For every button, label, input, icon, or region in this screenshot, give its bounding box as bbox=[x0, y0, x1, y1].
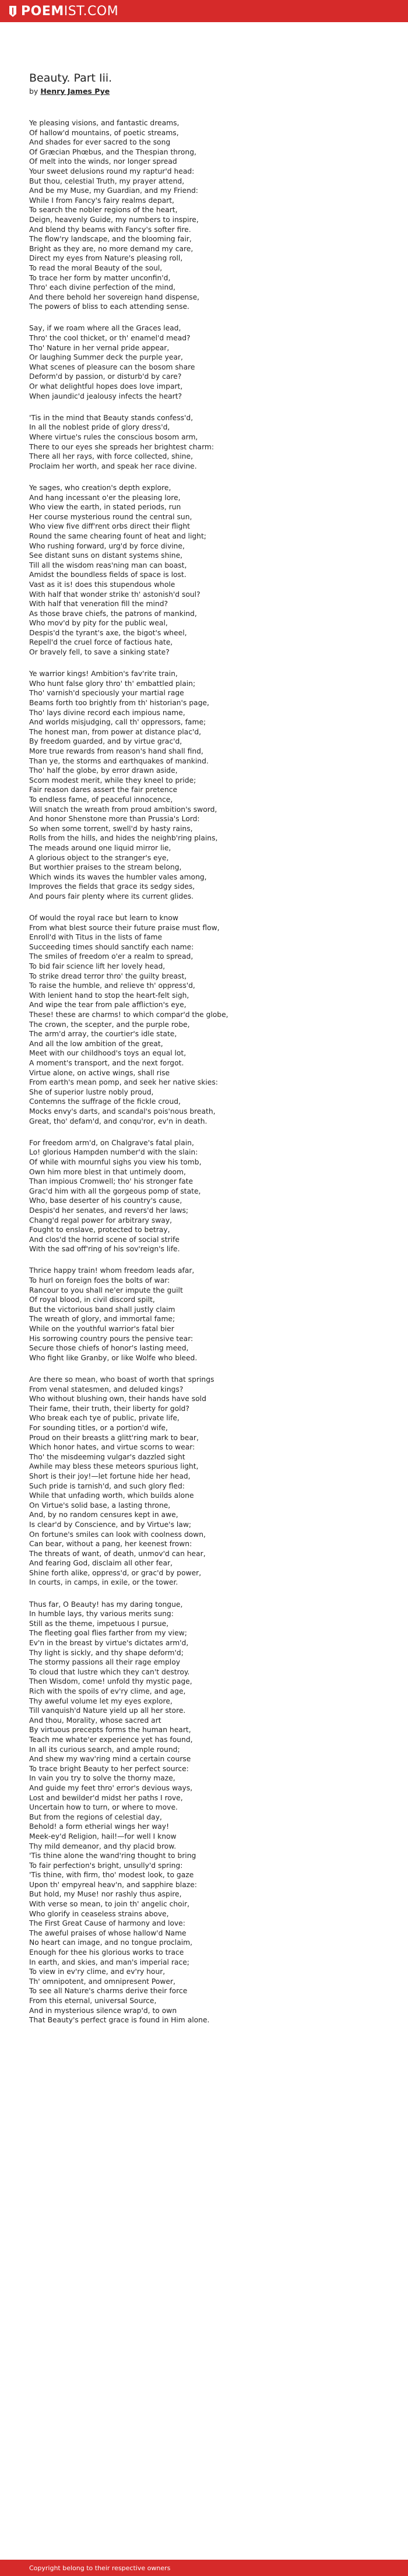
poem-line: Is clear'd by Conscience, and by Virtue's law; bbox=[29, 1520, 192, 1529]
poem-line: Tho' Nature in her vernal pride appear, bbox=[29, 343, 170, 352]
poem-line: By freedom guarded, and by virtue grac'd, bbox=[29, 737, 182, 746]
poem-line: Despis'd the tyrant's axe, the bigot's wheel, bbox=[29, 628, 187, 637]
poem-line: The First Great Cause of harmony and love: bbox=[29, 1919, 185, 1928]
poem-line: The fleeting goal flies farther from my view; bbox=[29, 1629, 187, 1638]
poem-line: Chang'd regal power for arbitrary sway, bbox=[29, 1216, 173, 1224]
poem-line: Or what delightful hopes does love impart, bbox=[29, 382, 183, 391]
poem-line: The wreath of glory, and immortal fame; bbox=[29, 1315, 175, 1324]
poem-line: With the sad off'ring of his sov'reign's life. bbox=[29, 1245, 180, 1254]
poem-line: And thou, Morality, whose sacred art bbox=[29, 1716, 161, 1725]
poem-line: The threats of want, of death, unmov'd can hear, bbox=[29, 1549, 206, 1558]
poem-line: Tho' lays divine record each impious name, bbox=[29, 708, 185, 717]
poem-line: Shine forth alike, oppress'd, or grac'd by power, bbox=[29, 1568, 202, 1577]
poem-line: Who fight like Granby, or like Wolfe who bleed. bbox=[29, 1353, 198, 1362]
poem-line: Beams forth too brightly from th' historian's page, bbox=[29, 699, 209, 708]
poem-line: Enough for thee his glorious works to trace bbox=[29, 1948, 184, 1957]
poem-line: 'Tis thine, with firm, tho' modest look, to gaze bbox=[29, 1871, 194, 1880]
poem-line: In vain you try to solve the thorny maze, bbox=[29, 1774, 175, 1783]
poem-line: Rich with the spoils of ev'ry clime, and age, bbox=[29, 1687, 186, 1695]
poem-line: A moment's transport, and the next forgot. bbox=[29, 1059, 184, 1067]
poem-line: And, by no random censures kept in awe, bbox=[29, 1511, 178, 1519]
poem-line: And honor Shenstone more than Prussia's Lord: bbox=[29, 815, 200, 824]
poem-line: From this eternal, universal Source, bbox=[29, 1997, 157, 2005]
poem-line: But thou, celestial Truth, my prayer attend, bbox=[29, 177, 185, 185]
poem-line: For freedom arm'd, on Chalgrave's fatal plain, bbox=[29, 1138, 194, 1147]
poem-line: To bid fair science lift her lovely head, bbox=[29, 962, 166, 971]
poem-line: A glorious object to the stranger's eye, bbox=[29, 853, 169, 862]
poem-line: There all her rays, with force collected, shine, bbox=[29, 452, 194, 461]
poem-line: His sorrowing country pours the pensive tear: bbox=[29, 1334, 194, 1343]
poem-line: In all the noblest pride of glory dress'd, bbox=[29, 423, 170, 432]
poem-line: For sounding titles, or a portion'd wife, bbox=[29, 1423, 168, 1432]
poem-line: Fair reason dares assert the fair pretence bbox=[29, 786, 178, 794]
poem-line: 'Tis in the mind that Beauty stands confess'd, bbox=[29, 413, 194, 422]
logo-text-bold: POEM bbox=[21, 3, 64, 19]
poem-line: Great, tho' defam'd, and conqu'ror, ev'n in death. bbox=[29, 1117, 207, 1125]
poem-line: The stormy passions all their rage employ bbox=[29, 1658, 181, 1667]
poem-stanza bbox=[29, 913, 408, 1126]
poem-stanza bbox=[29, 1375, 408, 1588]
poem-line: With verse so mean, to join th' angelic choir, bbox=[29, 1900, 190, 1909]
poem-line: Thrice happy train! whom freedom leads afar, bbox=[29, 1266, 195, 1275]
poem-line: Secure those chiefs of honor's lasting meed, bbox=[29, 1344, 189, 1353]
poem-line: Who view five diff'rent orbs direct their flight bbox=[29, 522, 190, 531]
poem-line: Amidst the boundless fields of space is lost. bbox=[29, 571, 187, 579]
poem-line: Of would the royal race but learn to know bbox=[29, 914, 178, 923]
poem-line: To fair perfection's bright, unsully'd spring: bbox=[29, 1861, 183, 1870]
poem-line: Behold! a form etherial wings her way! bbox=[29, 1822, 169, 1831]
poem-stanza bbox=[29, 323, 408, 401]
poem-line: As those brave chiefs, the patrons of mankind, bbox=[29, 609, 197, 618]
site-logo[interactable] bbox=[8, 4, 118, 19]
poem-line: Meet with our childhood's toys an equal lot, bbox=[29, 1049, 187, 1058]
poem-line: Till all the wisdom reas'ning man can boast, bbox=[29, 561, 187, 569]
poem-line: Th' omnipotent, and omnipresent Power, bbox=[29, 1977, 175, 1986]
poem-line: And in mysterious silence wrap'd, to own bbox=[29, 2006, 177, 2015]
poem-line: Of Græcian Phœbus, and the Thespian throng, bbox=[29, 147, 196, 156]
poem-line: From what blest source their future praise must flow, bbox=[29, 923, 220, 932]
poem-line: Bright as they are, no more demand my care, bbox=[29, 244, 194, 253]
poem-stanza bbox=[29, 669, 408, 901]
poem-line: With lenient hand to stop the heart-felt sigh, bbox=[29, 991, 189, 1000]
poem-line: But from the regions of celestial day, bbox=[29, 1813, 162, 1821]
poem-line: Then Wisdom, come! unfold thy mystic page, bbox=[29, 1677, 192, 1686]
poem-line: And all the low ambition of the great, bbox=[29, 1039, 163, 1048]
poem-line: Rancour to you shall ne'er impute the guilt bbox=[29, 1286, 183, 1294]
poem-stanza bbox=[29, 1138, 408, 1254]
poem-line: Lo! glorious Hampden number'd with the slain: bbox=[29, 1148, 198, 1157]
poem-line: Thy light is sickly, and thy shape deform'd; bbox=[29, 1648, 184, 1657]
poem-line: Which honor hates, and virtue scorns to wear: bbox=[29, 1443, 195, 1452]
poem-line: Than ye, the storms and earthquakes of mankind. bbox=[29, 756, 209, 765]
poem-line: Who hunt false glory thro' th' embattled plain; bbox=[29, 679, 196, 688]
poem-line: Succeeding times should sanctify each name: bbox=[29, 942, 194, 951]
site-footer bbox=[0, 2560, 408, 2576]
poem-line: Or laughing Summer deck the purple year, bbox=[29, 353, 183, 362]
poem-line: To trace her form by matter unconfin'd, bbox=[29, 273, 171, 282]
poem-line: Who, base deserter of his country's cause, bbox=[29, 1196, 182, 1205]
poem-stanza bbox=[29, 413, 408, 471]
poem-line: In courts, in camps, in exile, or the tower. bbox=[29, 1578, 178, 1587]
poem-line: In humble lays, thy various merits sung: bbox=[29, 1610, 174, 1618]
poem-line: Will snatch the wreath from proud ambition's sword, bbox=[29, 805, 217, 814]
poem-line: Which winds its waves the humbler vales among, bbox=[29, 872, 207, 881]
poem-line: Her course mysterious round the central sun, bbox=[29, 512, 192, 521]
poem-line: 'Tis thine alone the wand'ring thought to bring bbox=[29, 1852, 196, 1860]
poem-line: Ye pleasing visions, and fantastic dreams, bbox=[29, 119, 180, 127]
poem-line: Of royal blood, in civil discord spilt, bbox=[29, 1296, 155, 1304]
poem-line: To strike dread terror thro' the guilty breast, bbox=[29, 972, 187, 980]
poem-line: Grac'd him with all the gorgeous pomp of state, bbox=[29, 1187, 201, 1195]
poem-byline bbox=[29, 87, 408, 96]
poem-line: Thro' the cool thicket, or th' enamel'd mead? bbox=[29, 334, 191, 343]
copyright-text: Copyright belong to their respective owners bbox=[29, 2564, 171, 2572]
poem-line: No heart can image, and no tongue proclaim, bbox=[29, 1938, 193, 1947]
poem-line: From earth's mean pomp, and seek her native skies: bbox=[29, 1078, 218, 1087]
poem-line: Thy mild demeanor, and thy placid brow. bbox=[29, 1842, 177, 1850]
poem-line: The meads around one liquid mirror lie, bbox=[29, 843, 171, 852]
poem-line: There to our eyes she spreads her brightest charm: bbox=[29, 442, 214, 451]
poem-line: Thy aweful volume let my eyes explore, bbox=[29, 1697, 173, 1705]
poem-line: Uncertain how to turn, or where to move. bbox=[29, 1803, 178, 1812]
poem-line: Direct my eyes from Nature's pleasing roll, bbox=[29, 254, 183, 263]
poem-line: But worthier praises to the stream belong, bbox=[29, 863, 182, 872]
site-header bbox=[0, 0, 408, 22]
poem-line: Who without blushing own, their hands have sold bbox=[29, 1395, 206, 1403]
logo-text-thin: IST.COM bbox=[64, 3, 119, 19]
poem-line: Deform'd by passion, or disturb'd by care? bbox=[29, 372, 182, 381]
author-link[interactable]: Henry James Pye bbox=[40, 87, 110, 96]
poem-line: Upon th' empyreal heav'n, and sapphire blaze: bbox=[29, 1880, 197, 1889]
poem-line: Ye warrior kings! Ambition's fav'rite train, bbox=[29, 670, 178, 678]
poem-line: Lost and bewilder'd midst her paths I rove, bbox=[29, 1793, 183, 1802]
poem-line: Than impious Cromwell; tho' his stronger fate bbox=[29, 1177, 194, 1186]
poem-line: With half that wonder strike th' astonish'd soul? bbox=[29, 590, 201, 599]
poem-stanza bbox=[29, 1600, 408, 2025]
poem-line: Who rushing forward, urg'd by force divine, bbox=[29, 541, 185, 550]
poem-line: The powers of bliss to each attending sense. bbox=[29, 302, 189, 311]
poem-line: And fearing God, disclaim all other fear, bbox=[29, 1559, 173, 1568]
poem-line: Proclaim her worth, and speak her race divine. bbox=[29, 462, 197, 470]
poem-line: To search the nobler regions of the heart, bbox=[29, 206, 178, 214]
poem-line: Mocks envy's darts, and scandal's pois'nous breath, bbox=[29, 1107, 216, 1115]
poem-line: Of melt into the winds, nor longer spread bbox=[29, 157, 177, 166]
poem-line: With half that veneration fill the mind? bbox=[29, 600, 168, 608]
quill-icon bbox=[8, 5, 17, 17]
poem-line: Vast as it is! does this stupendous whole bbox=[29, 580, 175, 589]
poem-line: And blend thy beams with Fancy's softer fire. bbox=[29, 225, 191, 234]
poem-line: That Beauty's perfect grace is found in Him alone. bbox=[29, 2016, 210, 2025]
poem-line: Virtue alone, on active wings, shall rise bbox=[29, 1068, 170, 1077]
poem-line: While on the youthful warrior's fatal bier bbox=[29, 1325, 174, 1333]
poem-line: Who view the earth, in stated periods, run bbox=[29, 503, 181, 512]
poem-line: Thus far, O Beauty! has my daring tongue, bbox=[29, 1600, 183, 1609]
poem-title: Beauty. Part Iii. bbox=[29, 72, 112, 85]
poem-line: Still as the theme, impetuous I pursue, bbox=[29, 1619, 169, 1628]
poem-line: Who glorify in ceaseless strains above, bbox=[29, 1909, 169, 1918]
poem-line: The honest man, from power at distance plac'd, bbox=[29, 727, 202, 736]
poem-line: More true rewards from reason's hand shall find, bbox=[29, 747, 203, 755]
poem-content bbox=[0, 22, 408, 2025]
poem-line: And shew my wav'ring mind a certain course bbox=[29, 1755, 191, 1764]
poem-line: Teach me whate'er experience yet has found, bbox=[29, 1735, 193, 1744]
poem-line: Rolls from the hills, and hides the neighb'ring plains, bbox=[29, 834, 218, 843]
poem-line: Thro' each divine perfection of the mind, bbox=[29, 283, 175, 292]
byline-prefix: by bbox=[29, 87, 38, 96]
poem-line: Ev'n in the breast by virtue's dictates arm'd, bbox=[29, 1639, 189, 1648]
poem-line: Their fame, their truth, their liberty for gold? bbox=[29, 1404, 189, 1413]
poem-line: Proud on their breasts a glitt'ring mark to bear, bbox=[29, 1433, 199, 1442]
poem-line: From venal statesmen, and deluded kings? bbox=[29, 1385, 184, 1393]
poem-line: Till vanquish'd Nature yield up all her store. bbox=[29, 1706, 186, 1715]
poem-line: So when some torrent, swell'd by hasty rains, bbox=[29, 824, 193, 833]
poem-line: To trace bright Beauty to her perfect source: bbox=[29, 1764, 189, 1773]
poem-line: What scenes of pleasure can the bosom share bbox=[29, 363, 195, 371]
poem-line: Deign, heavenly Guide, my numbers to inspire, bbox=[29, 215, 199, 224]
poem-line: In all its curious search, and ample round; bbox=[29, 1745, 180, 1754]
poem-line: When jaundic'd jealousy infects the heart? bbox=[29, 392, 182, 400]
poem-line: On Virtue's solid base, a lasting throne, bbox=[29, 1501, 171, 1509]
poem-line: Your sweet delusions round my raptur'd head: bbox=[29, 167, 195, 175]
poem-line: Own him more blest in that untimely doom, bbox=[29, 1167, 186, 1176]
poem-line: Repell'd the cruel force of factious hate, bbox=[29, 638, 173, 647]
poem-line: And hang incessant o'er the pleasing lore, bbox=[29, 493, 181, 502]
poem-line: And wipe the tear from pale affliction's eye, bbox=[29, 1001, 187, 1009]
poem-line: Round the same chearing fount of heat and light; bbox=[29, 532, 206, 540]
poem-line: And guide my feet thro' error's devious ways, bbox=[29, 1783, 193, 1792]
poem-line: And there behold her sovereign hand dispense, bbox=[29, 293, 200, 301]
poem-line: The arm'd array, the courtier's idle state, bbox=[29, 1030, 177, 1039]
poem-line: The crown, the scepter, and the purple robe, bbox=[29, 1020, 190, 1029]
poem-line: And shades for ever sacred to the song bbox=[29, 138, 171, 147]
poem-line: Scorn modest merit, while they kneel to pride; bbox=[29, 776, 196, 784]
poem-line: Where virtue's rules the conscious bosom arm, bbox=[29, 433, 198, 441]
poem-line: But hold, my Muse! nor rashly thus aspire, bbox=[29, 1890, 182, 1899]
poem-line: The aweful praises of whose hallow'd Name bbox=[29, 1929, 187, 1937]
poem-line: These! these are charms! to which compar'd the globe, bbox=[29, 1011, 228, 1019]
poem-stanza bbox=[29, 483, 408, 657]
poem-line: In earth, and skies, and man's imperial race; bbox=[29, 1958, 189, 1966]
poem-line: Of while with mournful sighs you view his tomb, bbox=[29, 1157, 202, 1166]
poem-line: Enroll'd with Titus in the lists of fame bbox=[29, 933, 163, 942]
poem-body bbox=[29, 118, 408, 2025]
poem-line: While I from Fancy's fairy realms depart, bbox=[29, 196, 174, 205]
poem-line: Can bear, without a pang, her keenest frown: bbox=[29, 1540, 192, 1549]
poem-line: Say, if we roam where all the Graces lead, bbox=[29, 324, 181, 333]
poem-line: To raise the humble, and relieve th' oppress'd, bbox=[29, 981, 195, 990]
poem-line: Tho' varnish'd speciously your martial rage bbox=[29, 689, 184, 698]
poem-line: To cloud that lustre which they can't destroy. bbox=[29, 1667, 190, 1676]
poem-line: See distant suns on distant systems shine, bbox=[29, 551, 183, 560]
poem-line: The smiles of freedom o'er a realm to spread, bbox=[29, 952, 194, 961]
poem-line: Tho' the misdeeming vulgar's dazzled sight bbox=[29, 1452, 185, 1461]
poem-line: On fortune's smiles can look with coolness down, bbox=[29, 1530, 206, 1539]
poem-line: And worlds misjudging, call th' oppressors, fame; bbox=[29, 718, 206, 727]
poem-line: Awhile may bless these meteors spurious light, bbox=[29, 1462, 199, 1471]
poem-line: Fought to enslave, protected to betray, bbox=[29, 1226, 170, 1234]
poem-line: While that unfading worth, which builds alone bbox=[29, 1491, 194, 1500]
poem-line: Of hallow'd mountains, of poetic streams, bbox=[29, 128, 179, 137]
poem-line: To see all Nature's charms derive their force bbox=[29, 1987, 188, 1996]
poem-line: Ye sages, who creation's depth explore, bbox=[29, 483, 171, 492]
poem-line: But the victorious band shall justly claim bbox=[29, 1305, 175, 1314]
poem-line: And be my Muse, my Guardian, and my Friend: bbox=[29, 186, 198, 195]
poem-line: And pours fair plenty where its current glides. bbox=[29, 892, 194, 900]
poem-line: By virtuous precepts forms the human heart, bbox=[29, 1726, 191, 1734]
poem-line: Or bravely fell, to save a sinking state? bbox=[29, 648, 170, 657]
poem-line: To read the moral Beauty of the soul, bbox=[29, 263, 163, 272]
poem-line: To view in ev'ry clime, and ev'ry hour, bbox=[29, 1968, 166, 1976]
poem-line: Are there so mean, who boast of worth that springs bbox=[29, 1375, 214, 1384]
poem-line: And clos'd the horrid scene of social strife bbox=[29, 1235, 180, 1244]
poem-line: Tho' half the globe, by error drawn aside, bbox=[29, 766, 178, 775]
poem-line: Short is their joy!—let fortune hide her head, bbox=[29, 1472, 191, 1480]
poem-line: Such pride is tarnish'd, and such glory fled: bbox=[29, 1481, 185, 1490]
poem-line: The flow'ry landscape, and the blooming fair, bbox=[29, 235, 192, 244]
poem-line: Improves the fields that grace its sedgy sides, bbox=[29, 882, 195, 891]
poem-line: To endless fame, of peaceful innocence, bbox=[29, 795, 173, 804]
poem-line: She of superior lustre nobly proud, bbox=[29, 1088, 154, 1096]
poem-line: Contemns the suffrage of the fickle croud, bbox=[29, 1097, 181, 1106]
poem-stanza bbox=[29, 1266, 408, 1363]
poem-line: To hurl on foreign foes the bolts of war: bbox=[29, 1276, 170, 1285]
poem-line: Meek-ey'd Religion, hail!—for well I know bbox=[29, 1832, 177, 1840]
poem-line: Who break each tye of public, private life, bbox=[29, 1414, 180, 1423]
poem-stanza bbox=[29, 118, 408, 312]
poem-line: Who mov'd by pity for the public weal, bbox=[29, 619, 168, 628]
poem-line: Despis'd her senates, and revers'd her laws; bbox=[29, 1206, 189, 1215]
